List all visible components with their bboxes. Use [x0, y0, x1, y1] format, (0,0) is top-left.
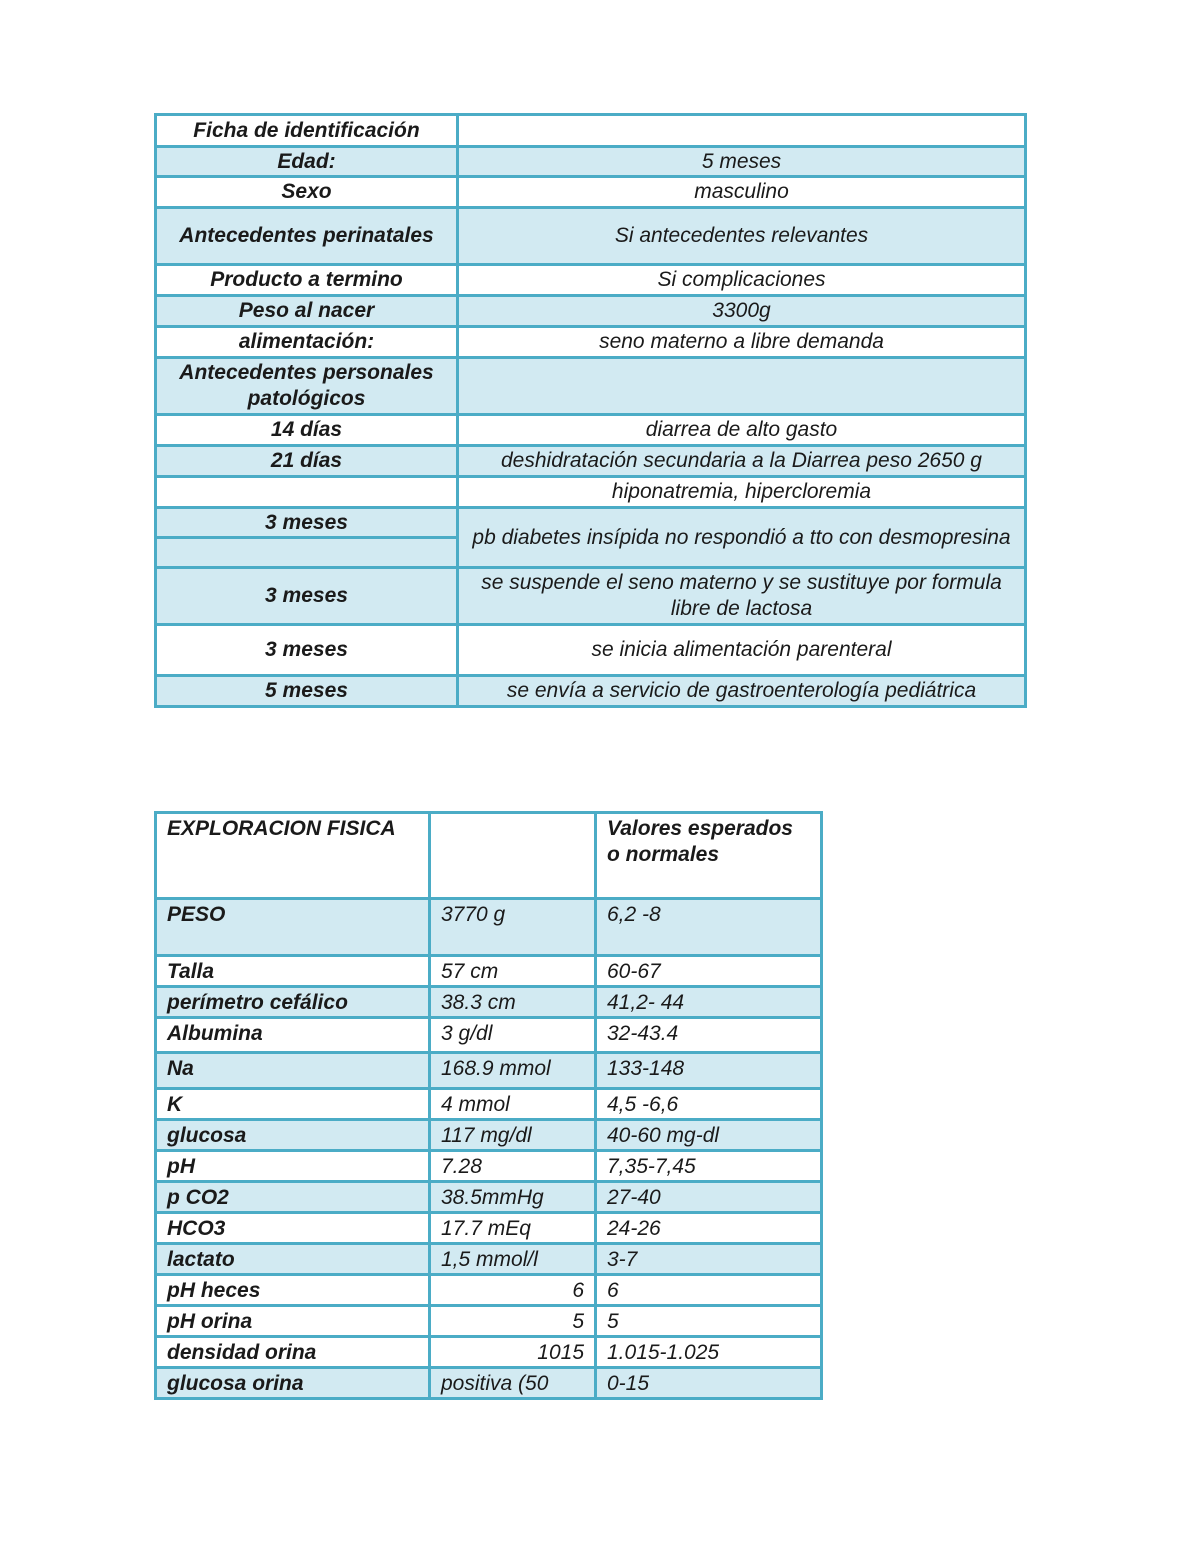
- exam-normal: 3-7: [596, 1244, 822, 1275]
- table-header-row: [156, 813, 822, 899]
- id-row-value: 3300g: [458, 296, 1026, 327]
- exam-normal: 0-15: [596, 1368, 822, 1399]
- id-row-value: se envía a servicio de gastroenterología pediátrica: [458, 676, 1026, 707]
- id-row-label: Edad:: [156, 147, 458, 177]
- exam-value: 6: [430, 1275, 596, 1306]
- table-row: [156, 987, 822, 1018]
- table-row: [156, 956, 822, 987]
- exam-normal: 24-26: [596, 1213, 822, 1244]
- exam-param: p CO2: [156, 1182, 430, 1213]
- table-row: [156, 265, 1026, 296]
- table-row: [156, 358, 1026, 415]
- exam-value: 1015: [430, 1337, 596, 1368]
- exam-param: HCO3: [156, 1213, 430, 1244]
- exam-param: K: [156, 1089, 430, 1120]
- exam-param: pH orina: [156, 1306, 430, 1337]
- exam-value: positiva (50: [430, 1368, 596, 1399]
- exam-value: 117 mg/dl: [430, 1120, 596, 1151]
- id-row-label: 21 días: [156, 446, 458, 477]
- id-row-value: hiponatremia, hipercloremia: [458, 477, 1026, 508]
- id-row-label: Antecedentes personales patológicos: [156, 358, 458, 415]
- table-row: [156, 415, 1026, 446]
- id-row-value: Si antecedentes relevantes: [458, 208, 1026, 265]
- id-header-label: Ficha de identificación: [156, 115, 458, 147]
- id-row-label: [156, 477, 458, 508]
- exam-normal: 6,2 -8: [596, 899, 822, 956]
- exam-normal: 60-67: [596, 956, 822, 987]
- exam-header: Valores esperados o normales: [596, 813, 822, 899]
- exam-normal: 7,35-7,45: [596, 1151, 822, 1182]
- table-row: [156, 177, 1026, 208]
- table-row: [156, 327, 1026, 358]
- id-row-label: Antecedentes perinatales: [156, 208, 458, 265]
- table-row: [156, 446, 1026, 477]
- id-row-value: masculino: [458, 177, 1026, 208]
- table-row: [156, 296, 1026, 327]
- exam-param: glucosa orina: [156, 1368, 430, 1399]
- id-row-value: 5 meses: [458, 147, 1026, 177]
- exam-param: pH heces: [156, 1275, 430, 1306]
- exam-value: 17.7 mEq: [430, 1213, 596, 1244]
- exam-value: 168.9 mmol: [430, 1053, 596, 1089]
- table-row: [156, 1089, 822, 1120]
- id-row-value: seno materno a libre demanda: [458, 327, 1026, 358]
- exam-header: [430, 813, 596, 899]
- id-row-label: Sexo: [156, 177, 458, 208]
- table-row: [156, 1018, 822, 1053]
- exam-value: 38.5mmHg: [430, 1182, 596, 1213]
- exam-normal: 5: [596, 1306, 822, 1337]
- table-row: [156, 1306, 822, 1337]
- table-row: [156, 115, 1026, 147]
- exam-value: 38.3 cm: [430, 987, 596, 1018]
- table-row: [156, 676, 1026, 707]
- exam-param: PESO: [156, 899, 430, 956]
- id-row-value: se suspende el seno materno y se sustituye por formula libre de lactosa: [458, 568, 1026, 625]
- id-header-value: [458, 115, 1026, 147]
- table-row: [156, 1120, 822, 1151]
- id-row-value: pb diabetes insípida no respondió a tto con desmopresina: [458, 508, 1026, 568]
- id-row-label: 14 días: [156, 415, 458, 446]
- exam-normal: 4,5 -6,6: [596, 1089, 822, 1120]
- id-row-label: 3 meses: [156, 625, 458, 676]
- exam-normal: 32-43.4: [596, 1018, 822, 1053]
- table-row: [156, 1182, 822, 1213]
- table-row: [156, 1337, 822, 1368]
- exam-normal: 133-148: [596, 1053, 822, 1089]
- exam-header: EXPLORACION FISICA: [156, 813, 430, 899]
- exam-param: Albumina: [156, 1018, 430, 1053]
- table-row: [156, 1151, 822, 1182]
- exam-value: 5: [430, 1306, 596, 1337]
- id-row-value: [458, 358, 1026, 415]
- table-row: [156, 1244, 822, 1275]
- table-row: [156, 1275, 822, 1306]
- table-row: [156, 147, 1026, 177]
- exam-normal: 27-40: [596, 1182, 822, 1213]
- exam-value: 1,5 mmol/l: [430, 1244, 596, 1275]
- table-row: [156, 1053, 822, 1089]
- id-row-label: alimentación:: [156, 327, 458, 358]
- id-row-value: se inicia alimentación parenteral: [458, 625, 1026, 676]
- exam-value: 7.28: [430, 1151, 596, 1182]
- exam-param: pH: [156, 1151, 430, 1182]
- exam-param: Na: [156, 1053, 430, 1089]
- identification-table: [154, 113, 1027, 708]
- id-row-value: diarrea de alto gasto: [458, 415, 1026, 446]
- exam-param: perímetro cefálico: [156, 987, 430, 1018]
- exam-normal: 1.015-1.025: [596, 1337, 822, 1368]
- table-row: [156, 477, 1026, 508]
- exam-normal: 41,2- 44: [596, 987, 822, 1018]
- exam-normal: 6: [596, 1275, 822, 1306]
- table-row: [156, 1368, 822, 1399]
- table-row: [156, 568, 1026, 625]
- exam-value: 3 g/dl: [430, 1018, 596, 1053]
- exam-param: glucosa: [156, 1120, 430, 1151]
- id-row-label-empty: [156, 538, 458, 568]
- table-row: [156, 625, 1026, 676]
- exam-normal: 40-60 mg-dl: [596, 1120, 822, 1151]
- exam-value: 4 mmol: [430, 1089, 596, 1120]
- exam-value: 57 cm: [430, 956, 596, 987]
- exam-param: lactato: [156, 1244, 430, 1275]
- exam-param: densidad orina: [156, 1337, 430, 1368]
- id-row-label: 3 meses: [156, 568, 458, 625]
- id-row-label: 3 meses: [156, 508, 458, 538]
- table-row: [156, 1213, 822, 1244]
- table-row: [156, 899, 822, 956]
- table-row: [156, 508, 1026, 538]
- table-row: [156, 208, 1026, 265]
- exam-value: 3770 g: [430, 899, 596, 956]
- id-row-value: Si complicaciones: [458, 265, 1026, 296]
- id-row-label: 5 meses: [156, 676, 458, 707]
- id-row-label: Producto a termino: [156, 265, 458, 296]
- exam-table: [154, 811, 823, 1400]
- id-row-value: deshidratación secundaria a la Diarrea peso 2650 g: [458, 446, 1026, 477]
- id-row-label: Peso al nacer: [156, 296, 458, 327]
- exam-param: Talla: [156, 956, 430, 987]
